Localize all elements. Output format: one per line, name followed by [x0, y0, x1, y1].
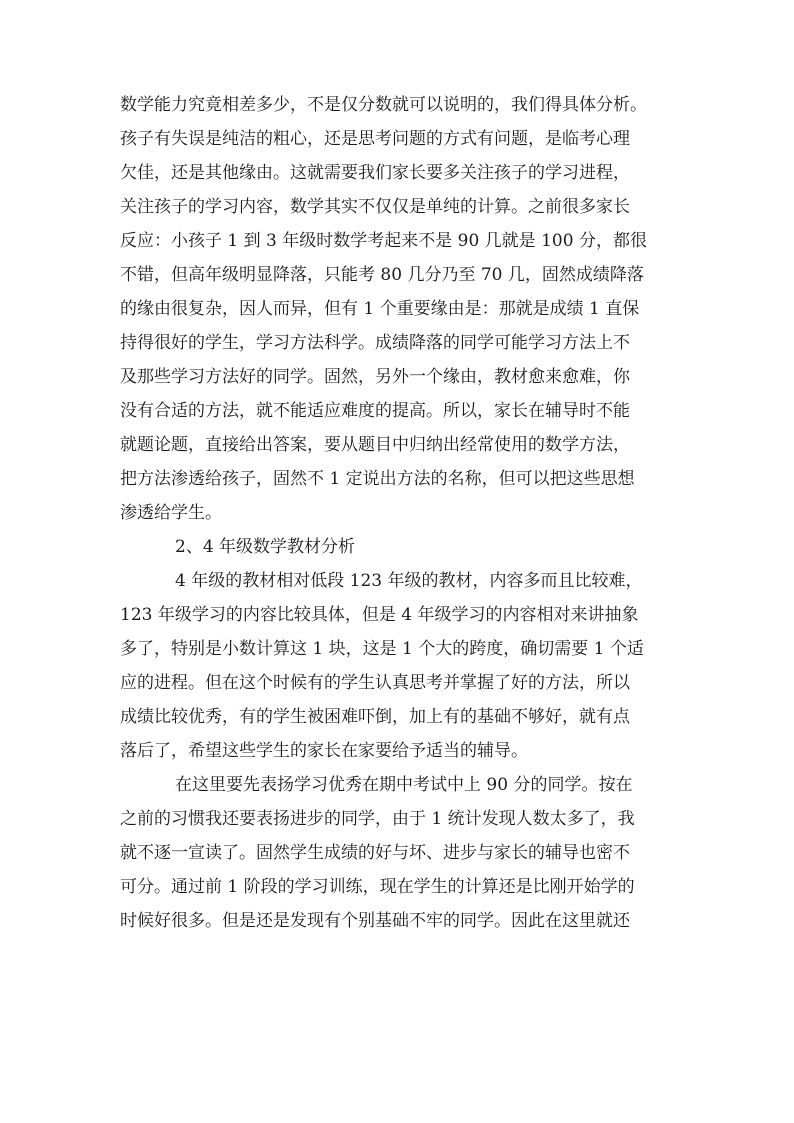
document-body [120, 88, 680, 938]
text-line: 可分。通过前 1 阶段的学习训练，现在学生的计算还是比刚开始学的 [120, 877, 635, 897]
text-line: 就题论题，直接给出答案，要从题目中归纳出经常使用的数学方法， [120, 435, 630, 455]
text-line: 的缘由很复杂，因人而异，但有 1 个重要缘由是：那就是成绩 1 直保 [120, 299, 640, 319]
text-line: 孩子有失误是纯洁的粗心，还是思考问题的方式有问题，是临考心理 [120, 129, 630, 149]
text-line: 123 年级学习的内容比较具体，但是 4 年级学习的内容相对来讲抽象 [120, 605, 639, 625]
text-line: 应的进程。但在这个时候有的学生认真思考并掌握了好的方法，所以 [120, 673, 630, 693]
text-line: 没有合适的方法，就不能适应难度的提高。所以，家长在辅导时不能 [120, 401, 630, 421]
paragraph-start: 4 年级的教材相对低段 123 年级的教材，内容多而且比较难， [175, 571, 643, 591]
text-line: 之前的习惯我还要表扬进步的同学，由于 1 统计发现人数太多了，我 [120, 809, 635, 829]
text-line: 反应：小孩子 1 到 3 年级时数学考起来不是 90 几就是 100 分，都很 [120, 231, 647, 251]
text-line: 就不逐一宣读了。固然学生成绩的好与坏、进步与家长的辅导也密不 [120, 843, 630, 863]
text-line: 及那些学习方法好的同学。固然，另外一个缘由，教材愈来愈难，你 [120, 367, 630, 387]
text-line: 时候好很多。但是还是发现有个别基础不牢的同学。因此在这里就还 [120, 911, 630, 931]
text-line: 把方法渗透给孩子，固然不 1 定说出方法的名称，但可以把这些思想 [120, 469, 635, 489]
text-line: 成绩比较优秀，有的学生被困难吓倒，加上有的基础不够好，就有点 [120, 707, 630, 727]
text-line: 落后了，希望这些学生的家长在家要给予适当的辅导。 [120, 741, 528, 761]
paragraph-start: 在这里要先表扬学习优秀在期中考试中上 90 分的同学。按在 [175, 775, 633, 795]
text-line: 数学能力究竟相差多少，不是仅分数就可以说明的，我们得具体分析。 [120, 95, 647, 115]
text-line: 渗透给学生。 [120, 503, 222, 523]
text-line: 不错，但高年级明显降落，只能考 80 几分乃至 70 几，固然成绩降落 [120, 265, 644, 285]
text-line: 关注孩子的学习内容，数学其实不仅仅是单纯的计算。之前很多家长 [120, 197, 630, 217]
text-line: 欠佳，还是其他缘由。这就需要我们家长要多关注孩子的学习进程， [120, 163, 630, 183]
text-line: 多了，特别是小数计算这 1 块，这是 1 个大的跨度，确切需要 1 个适 [120, 639, 644, 659]
text-line: 持得很好的学生，学习方法科学。成绩降落的同学可能学习方法上不 [120, 333, 630, 353]
section-heading: 2、4 年级数学教材分析 [175, 537, 356, 557]
